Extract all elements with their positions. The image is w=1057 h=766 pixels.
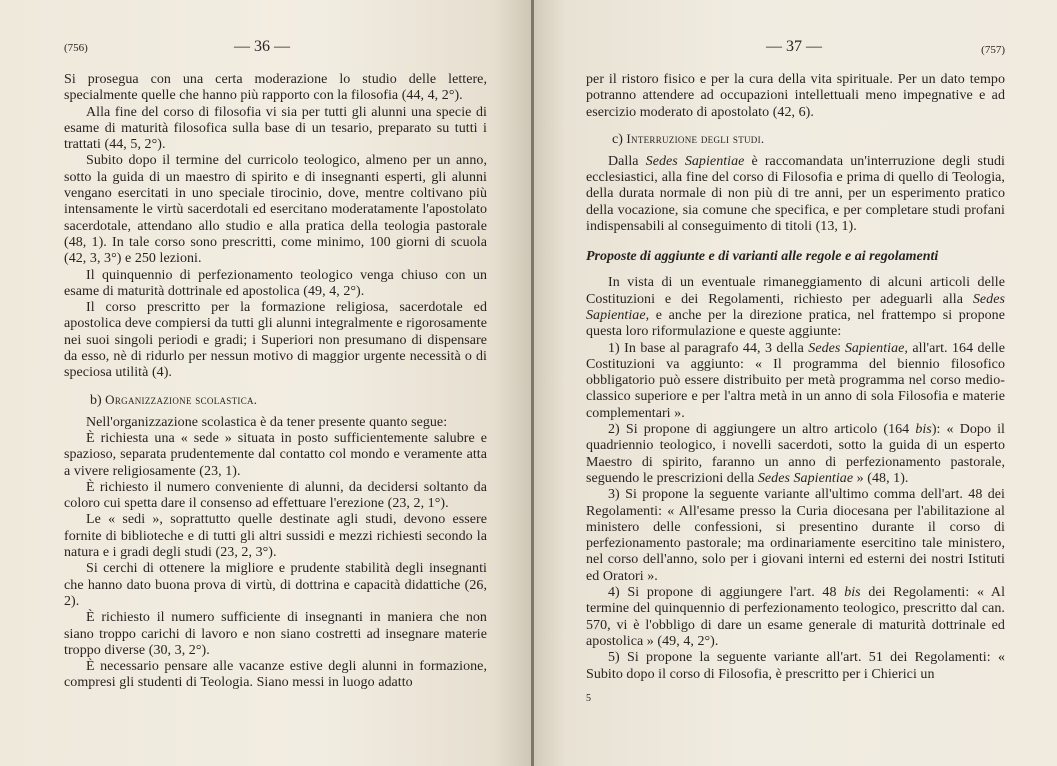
paragraph: È necessario pensare alle vacanze estive degli alunni in formazione, compresi gli studenti di Teologia. Siano messi in luogo adatto	[64, 659, 487, 691]
italic-text: Sedes Sapientiae,	[586, 291, 1005, 323]
paragraph: È richiesto il numero sufficiente di insegnanti in maniera che non siano troppo carichi di lavoro e non siano costretti ad insegnare materie troppo diverse (30, 3, 2°).	[64, 610, 487, 658]
paragraph	[586, 154, 1005, 235]
subsection-title: Interruzione degli studi.	[626, 130, 765, 146]
text: Dalla	[608, 153, 646, 169]
italic-text: bis	[844, 585, 861, 601]
signature-mark: 5	[586, 692, 591, 704]
paragraph	[586, 341, 1005, 422]
paragraph: Il quinquennio di perfezionamento teologico venga chiuso con un esame di maturità dottrinale ed apostolica (49, 4, 2°).	[64, 267, 487, 299]
left-page-header	[64, 38, 487, 72]
paragraph: Si cerchi di ottenere la migliore e prudente stabilità degli insegnanti che hanno dato buona prova di virtù, di dottrina e capacità didattiche (26, 2).	[64, 561, 487, 609]
right-page-header	[586, 38, 1005, 72]
paragraph: 3) Si propone la seguente variante all'ultimo comma dell'art. 48 dei Regolamenti: « All'esame presso la Curia diocesana per l'abilitazione al ministero delle confessioni, si presentino durante il corso di perfezionamento pastorale; ma ordinariamente esercitino tale ministero, nel corso dell'anno, solo per i giovani interni ed esterni dei nostri Istituti ed Oratori ».	[586, 487, 1005, 584]
paragraph: È richiesta una « sede » situata in posto sufficientemente salubre e spazioso, separata prudentemente dal contatto col mondo e veramente atta a vivere religiosamente (23, 1).	[64, 430, 487, 479]
subsection-heading	[90, 392, 487, 409]
text: è raccomandata un'interruzione degli studi ecclesiastici, alla fine del corso di Filosofia e prima di quello di Teologia, della durata normale di non più di tre anni, per un esperimento pratico della vocazione, sia comune che specifica, e per completare studi profani indispensabili al conseguimento di titoli (13, 1).	[586, 153, 1005, 235]
left-folio: — 36 —	[234, 38, 290, 55]
paragraph	[586, 585, 1005, 650]
paragraph: per il ristoro fisico e per la cura della vita spirituale. Per un dato tempo potranno attendere ad occupazioni intellettuali meno impegnative e ad esercizio moderato di apostolato (42, 6).	[586, 72, 1005, 120]
paragraph: Subito dopo il termine del curricolo teologico, almeno per un anno, sotto la guida di un maestro di spirito e di insegnanti esperti, gli alunni vengano esercitati in uno speciale tirocinio, dove, mentre coltivano più intensamente le virtù sacerdotali ed esercitano moderatamente l'apostolato sacerdotale, attendano allo studio e alla pratica della teologia pastorale (48, 1). In tale corso sono prescritti, come minimo, 100 giorni di scuola (42, 3, 3°) e 250 lezioni.	[64, 153, 487, 267]
subsection-letter: c)	[612, 131, 623, 147]
paragraph: 5) Si propone la seguente variante all'art. 51 dei Regolamenti: « Subito dopo il corso di Filosofia, è prescritto per i Chierici un	[586, 650, 1005, 682]
italic-text: Sedes Sapientiae	[645, 153, 745, 169]
subsection-letter: b)	[90, 392, 102, 408]
right-folio: — 37 —	[766, 38, 822, 55]
paragraph	[586, 275, 1005, 340]
paragraph: Si prosegua con una certa moderazione lo studio delle lettere, specialmente quelle che hanno più rapporto con la filosofia (44, 4, 2°).	[64, 72, 487, 104]
left-page-number: (756)	[64, 42, 88, 54]
text: 2) Si propone di aggiungere un altro articolo (164	[608, 422, 916, 438]
right-page	[534, 0, 1057, 766]
right-page-number: (757)	[981, 44, 1005, 56]
paragraph: È richiesto il numero conveniente di alunni, da decidersi soltanto da coloro cui spetta dare il consenso ad effettuare l'erezione (23, 2, 1°).	[64, 479, 487, 512]
paragraph	[586, 422, 1005, 487]
section-title: Proposte di aggiunte e di varianti alle regole e ai regolamenti	[586, 249, 939, 265]
text: In vista di un eventuale rimaneggiamento di alcuni articoli delle Costituzioni e dei Regolamenti, richiesto per adeguarli alla	[586, 275, 1005, 307]
text: ): « Dopo il quadriennio teologico, i novelli sacerdoti, sotto la guida di un esperto Maestro di spirito, faranno un anno di perfezionamento pastorale, seguendo le prescrizioni della	[586, 422, 1005, 486]
subsection-title: Organizzazione scolastica.	[105, 391, 258, 407]
italic-text: Sedes Sapientiae	[757, 470, 854, 486]
paragraph: Alla fine del corso di filosofia vi sia per tutti gli alunni una specie di esame di maturità filosofica sulla base di un tesario, preparato su tutti i trattati (44, 5, 2°).	[64, 104, 487, 153]
paragraph: Nell'organizzazione scolastica è da tener presente quanto segue:	[86, 414, 448, 430]
italic-text: bis	[915, 422, 932, 438]
paragraph: Le « sedi », soprattutto quelle destinate agli studi, devono essere fornite di biblioteche e di tutti gli altri sussidi e mezzi richiesti secondo la natura e i gradi degli studi (23, 2, 3°).	[64, 512, 487, 561]
text: dei Regolamenti: « Al termine del quinquennio di perfezionamento teologico, prescritto dal can. 570, vi è l'obbligo di dare un esame generale di maturità dottrinale ed apostolica » (49, 4, 2°).	[586, 585, 1006, 649]
text: e anche per la direzione pratica, nel frattempo si propone questa loro riformulazione e queste aggiunte:	[586, 307, 1005, 340]
paragraph: Il corso prescritto per la formazione religiosa, sacerdotale ed apostolica deve compiersi da tutti gli alunni integralmente e rigorosamente nei suoi singoli periodi e gradi; i Superiori non presumano di dispensare da esso, nè di ridurlo per nessun motivo di maggior urgente necessità o di speciosa utilità (4).	[64, 300, 487, 381]
text: 1) In base al paragrafo 44, 3 della	[608, 340, 809, 356]
text: 4) Si propone di aggiungere l'art. 48	[608, 585, 845, 601]
text: all'art. 164 delle Costituzioni va aggiunto: « Il programma del biennio filosofico obbligatorio può essere distribuito per metà programma nel corso medio-classico superiore e per l'altra metà in un anno di sola Filosofia e materie complementari ».	[586, 340, 1005, 421]
italic-text: Sedes Sapientiae,	[808, 340, 908, 356]
text: » (48, 1).	[853, 470, 909, 486]
subsection-heading	[612, 131, 1005, 148]
